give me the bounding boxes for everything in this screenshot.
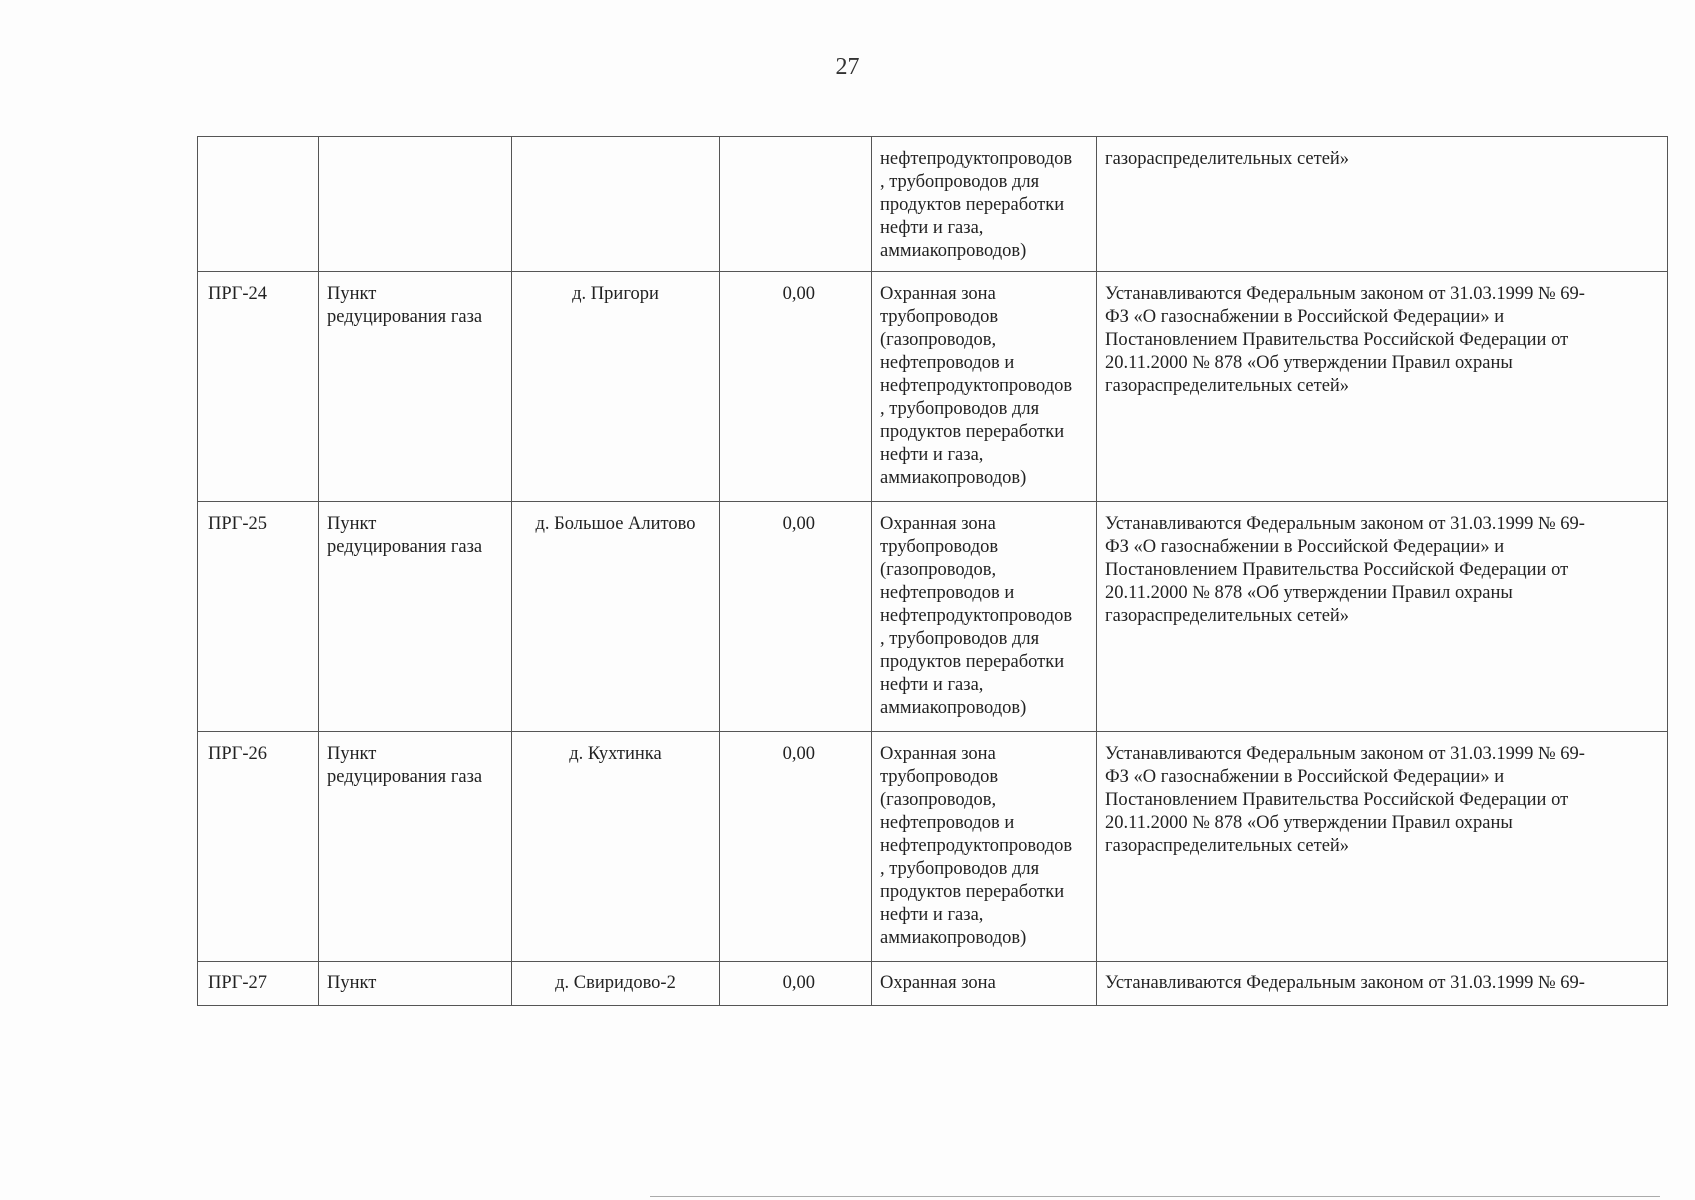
location-cell: д. Пригори [512, 272, 720, 502]
legal-basis-cell: газораспределительных сетей» [1097, 137, 1668, 272]
legal-basis-cell: Устанавливаются Федеральным законом от 31.03.1999 № 69- ФЗ «О газоснабжении в Российской Федерации» и Постановлением Правительства Российской Федерации от 20.11.2000 № 878 «Об утверждении Правил охраны газораспределительных сетей» [1097, 732, 1668, 962]
scan-artifact-line [650, 1196, 1660, 1197]
object-code-cell [198, 137, 319, 272]
object-code-cell: ПРГ-24 [198, 272, 319, 502]
zone-type-cell: Охранная зона трубопроводов (газопроводов, нефтепроводов и нефтепродуктопроводов , трубопроводов для продуктов переработки нефти и газа, аммиакопроводов) [872, 732, 1097, 962]
legal-basis-cell: Устанавливаются Федеральным законом от 31.03.1999 № 69- [1097, 962, 1668, 1006]
object-name-cell [319, 137, 512, 272]
object-code-cell: ПРГ-27 [198, 962, 319, 1006]
location-cell: д. Большое Алитово [512, 502, 720, 732]
location-cell: д. Свиридово-2 [512, 962, 720, 1006]
table-row [198, 502, 1668, 732]
object-name-cell: Пункт [319, 962, 512, 1006]
table-row [198, 962, 1668, 1006]
zone-type-cell: Охранная зона трубопроводов (газопроводов, нефтепроводов и нефтепродуктопроводов , трубопроводов для продуктов переработки нефти и газа, аммиакопроводов) [872, 272, 1097, 502]
table-row [198, 272, 1668, 502]
zone-type-cell: нефтепродуктопроводов , трубопроводов для продуктов переработки нефти и газа, аммиакопроводов) [872, 137, 1097, 272]
object-name-cell: Пункт редуцирования газа [319, 502, 512, 732]
table-row [198, 732, 1668, 962]
zone-type-cell: Охранная зона [872, 962, 1097, 1006]
legal-basis-cell: Устанавливаются Федеральным законом от 31.03.1999 № 69- ФЗ «О газоснабжении в Российской Федерации» и Постановлением Правительства Российской Федерации от 20.11.2000 № 878 «Об утверждении Правил охраны газораспределительных сетей» [1097, 502, 1668, 732]
area-cell [720, 137, 872, 272]
area-cell: 0,00 [720, 732, 872, 962]
object-code-cell: ПРГ-25 [198, 502, 319, 732]
area-cell: 0,00 [720, 962, 872, 1006]
zones-table [197, 136, 1668, 1006]
zones-table-container [197, 136, 1667, 1006]
table-row [198, 137, 1668, 272]
page-number: 27 [835, 54, 860, 80]
object-name-cell: Пункт редуцирования газа [319, 732, 512, 962]
legal-basis-cell: Устанавливаются Федеральным законом от 31.03.1999 № 69- ФЗ «О газоснабжении в Российской Федерации» и Постановлением Правительства Российской Федерации от 20.11.2000 № 878 «Об утверждении Правил охраны газораспределительных сетей» [1097, 272, 1668, 502]
area-cell: 0,00 [720, 502, 872, 732]
location-cell [512, 137, 720, 272]
location-cell: д. Кухтинка [512, 732, 720, 962]
object-code-cell: ПРГ-26 [198, 732, 319, 962]
area-cell: 0,00 [720, 272, 872, 502]
object-name-cell: Пункт редуцирования газа [319, 272, 512, 502]
zone-type-cell: Охранная зона трубопроводов (газопроводов, нефтепроводов и нефтепродуктопроводов , трубопроводов для продуктов переработки нефти и газа, аммиакопроводов) [872, 502, 1097, 732]
